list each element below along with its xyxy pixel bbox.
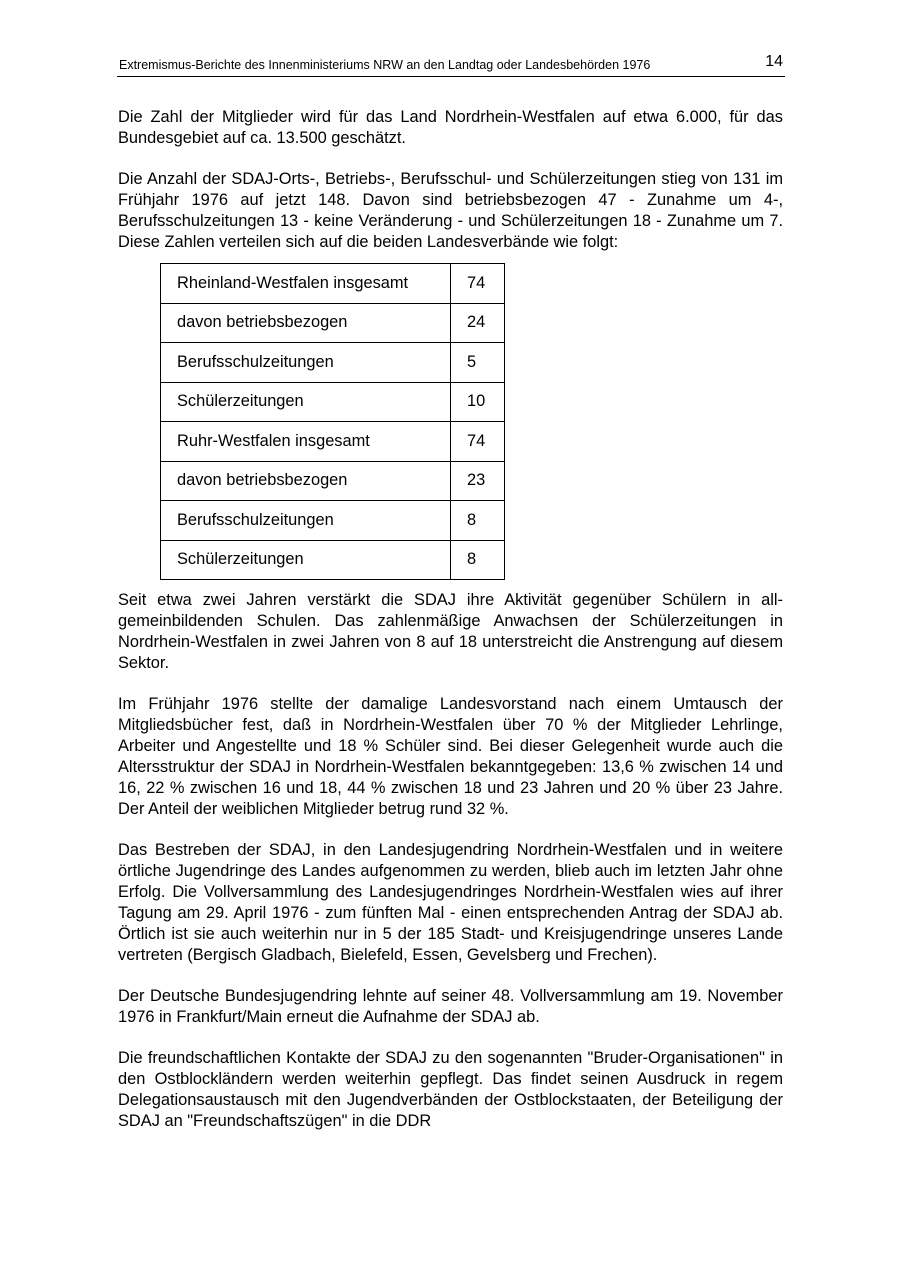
table-row [161, 501, 505, 541]
table-row [161, 264, 505, 304]
table-cell-value: 8 [451, 501, 505, 541]
paragraph-newspapers: Die Anzahl der SDAJ-Orts-, Betriebs-, Berufsschul- und Schülerzeitungen stieg von 131 im Frühjahr 1976 auf jetzt 148. Davon sind betriebsbezogen 47 - Zunahme um 4-, Berufsschulzeitungen 13 - keine Veränderung - und Schülerzeitungen 18 - Zunahme um 7. Diese Zahlen verteilen sich auf die beiden Landesverbände wie folgt: [118, 170, 783, 251]
paragraph-youth-ring: Das Bestreben der SDAJ, in den Landesjugendring Nordrhein-Westfalen und in weitere örtliche Jugendringe des Landes aufgenommen zu werden, blieb auch im letzten Jahr ohne Erfolg. Die Vollversammlung des Landesjugendringes Nordrhein-Westfalen wies auf ihrer Tagung am 29. April 1976 - zum fünften Mal - einen entsprechenden Antrag der SDAJ ab. Örtlich ist sie auch weiterhin nur in 5 der 185 Stadt- und Kreisjugendringe unseres Lande vertreten (Bergisch Gladbach, Bielefeld, Essen, Gevelsberg und Frechen). [118, 841, 783, 964]
table-cell-label: Berufsschulzeitungen [161, 343, 451, 383]
table-cell-value: 24 [451, 303, 505, 343]
table-cell-value: 5 [451, 343, 505, 383]
page-header [117, 52, 785, 77]
paragraph-schools: Seit etwa zwei Jahren verstärkt die SDAJ ihre Aktivität gegenüber Schülern in allgemeinbildenden Schulen. Das zahlenmäßige Anwachsen der Schülerzeitungen in Nordrhein-Westfalen in zwei Jahren von 8 auf 18 unterstreicht die Anstrengung auf diesem Sektor. [118, 591, 783, 672]
paragraph-membership: Die Zahl der Mitglieder wird für das Land Nordrhein-Westfalen auf etwa 6.000, für das Bundesgebiet auf ca. 13.500 geschätzt. [118, 108, 783, 147]
paragraph-federal-youth-ring: Der Deutsche Bundesjugendring lehnte auf seiner 48. Vollversammlung am 19. November 1976 in Frankfurt/Main erneut die Aufnahme der SDAJ ab. [118, 987, 783, 1026]
table-row [161, 382, 505, 422]
page-number: 14 [765, 53, 783, 70]
table-row [161, 343, 505, 383]
table-cell-label: Ruhr-Westfalen insgesamt [161, 422, 451, 462]
table-cell-value: 8 [451, 540, 505, 580]
header-title: Extremismus-Berichte des Innenministeriums NRW an den Landtag oder Landesbehörden 1976 [119, 58, 651, 72]
table-row [161, 303, 505, 343]
table-cell-value: 74 [451, 422, 505, 462]
paragraph-member-structure: Im Frühjahr 1976 stellte der damalige Landesvorstand nach einem Umtausch der Mitgliedsbücher fest, daß in Nordrhein-Westfalen über 70 % der Mitglieder Lehrlinge, Arbeiter und Angestellte und 18 % Schüler sind. Bei dieser Gelegenheit wurde auch die Altersstruktur der SDAJ in Nordrhein-Westfalen bekanntgegeben: 13,6 % zwischen 14 und 16, 22 % zwischen 16 und 18, 44 % zwischen 18 und 23 Jahren und 20 % über 23 Jahre. Der Anteil der weiblichen Mitglieder betrug rund 32 %. [118, 695, 783, 818]
table-cell-label: davon betriebsbezogen [161, 461, 451, 501]
document-body [118, 107, 783, 1152]
table-row [161, 540, 505, 580]
table-cell-label: Schülerzeitungen [161, 540, 451, 580]
table-cell-label: Schülerzeitungen [161, 382, 451, 422]
paragraph-eastern-contacts: Die freundschaftlichen Kontakte der SDAJ zu den sogenannten "Bruder-Organisationen" in den Ostblockländern werden weiterhin gepflegt. Das findet seinen Ausdruck in regem Delegationsaustausch mit den Jugendverbänden der Ostblockstaaten, der Beteiligung der SDAJ an "Freundschaftszügen" in die DDR [118, 1049, 783, 1130]
table-cell-label: Berufsschulzeitungen [161, 501, 451, 541]
newspaper-distribution-table [160, 263, 505, 580]
table-row [161, 422, 505, 462]
table-cell-label: Rheinland-Westfalen insgesamt [161, 264, 451, 304]
table-row [161, 461, 505, 501]
table-cell-value: 10 [451, 382, 505, 422]
table-cell-label: davon betriebsbezogen [161, 303, 451, 343]
table-cell-value: 74 [451, 264, 505, 304]
table-cell-value: 23 [451, 461, 505, 501]
